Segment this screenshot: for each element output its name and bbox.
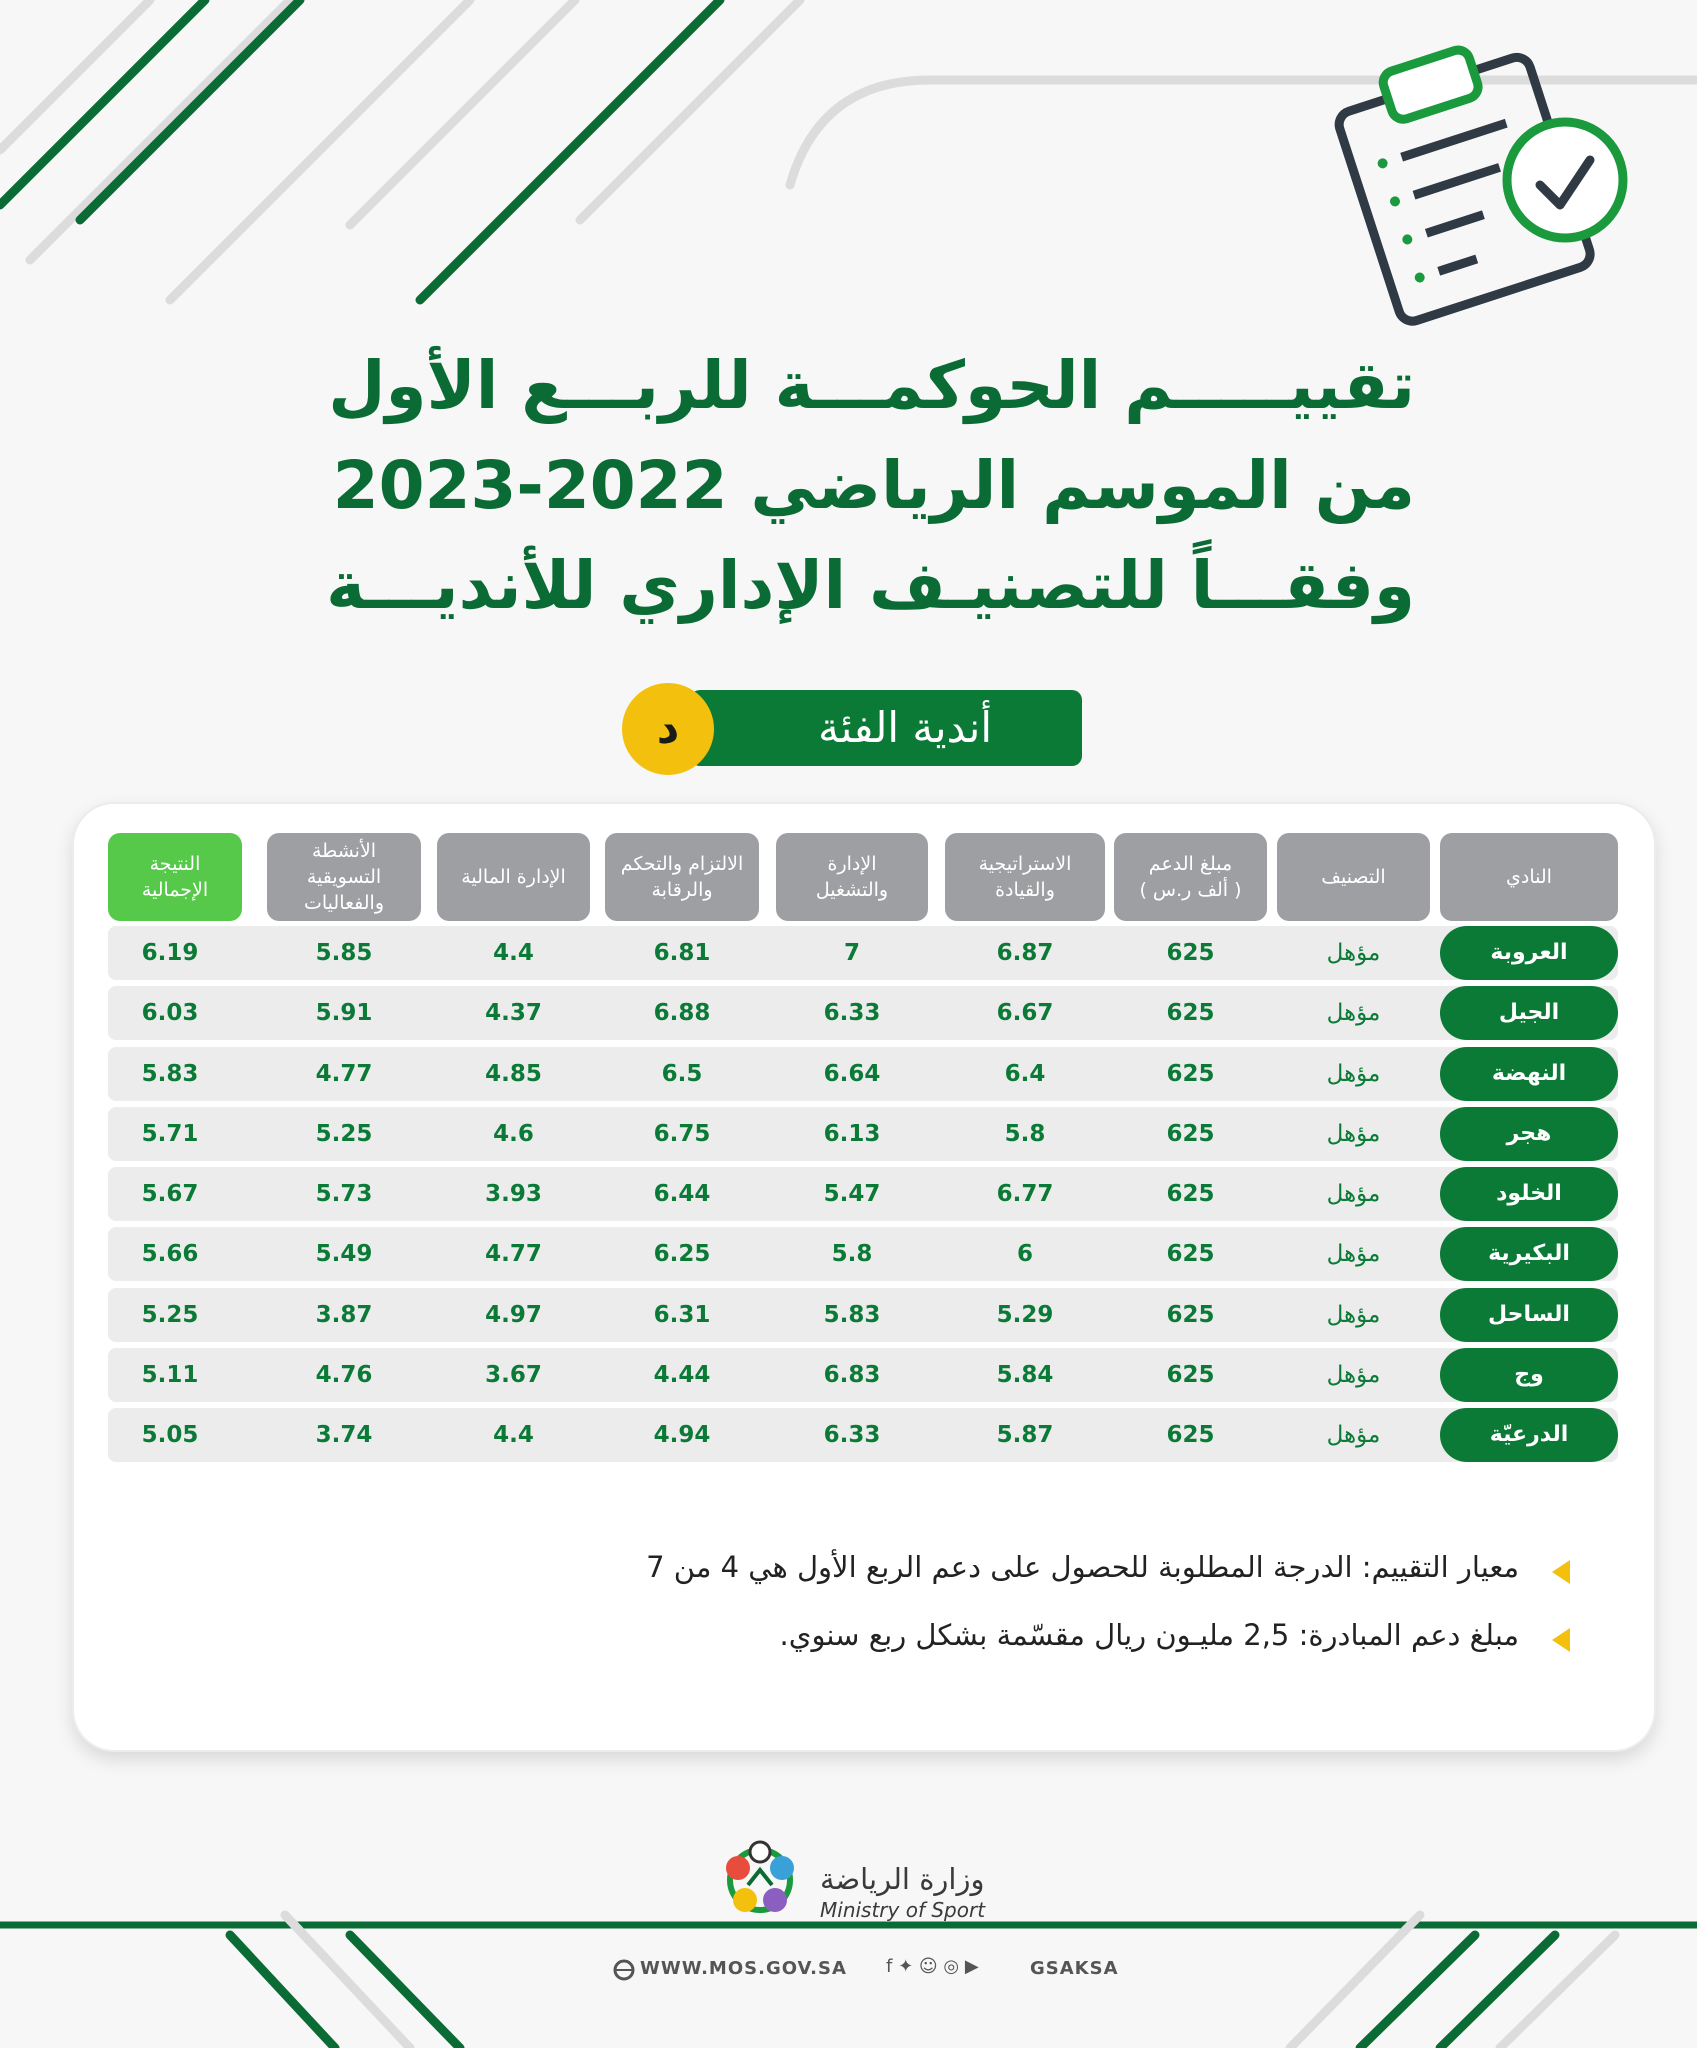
support-cell: 625 — [1166, 1302, 1215, 1328]
header-classification: التصنيف — [1277, 833, 1430, 921]
header-marketing: الأنشطة التسويقية والفعاليات — [267, 833, 421, 921]
marketing-cell: 5.73 — [315, 1181, 373, 1207]
total-cell: 5.67 — [141, 1181, 199, 1207]
social-handle[interactable]: GSAKSA — [1030, 1958, 1119, 1979]
marketing-cell: 3.87 — [315, 1302, 373, 1328]
total-cell: 5.71 — [141, 1121, 199, 1147]
twitter-icon[interactable]: ✦ — [898, 1956, 914, 1977]
club-name: البكيرية — [1440, 1227, 1618, 1281]
snapchat-icon[interactable]: ☺ — [918, 1956, 938, 1977]
note-support: مبلغ دعم المبادرة: 2,5 مليـون ريال مقسّمة بشكل ربع سنوي. — [779, 1618, 1519, 1652]
classification-cell: مؤهل — [1326, 1241, 1381, 1267]
header-support: مبلغ الدعم ( ألف ر.س ) — [1114, 833, 1267, 921]
compliance-cell: 6.44 — [653, 1181, 711, 1207]
total-cell: 5.11 — [141, 1362, 199, 1388]
ministry-logo-icon — [726, 1842, 794, 1912]
club-name: الجيل — [1440, 986, 1618, 1040]
header-total: النتيجة الإجمالية — [108, 833, 242, 921]
category-label: أندية الفئة — [818, 703, 992, 752]
club-name: هجر — [1440, 1107, 1618, 1161]
marketing-cell: 4.76 — [315, 1362, 373, 1388]
compliance-cell: 6.5 — [661, 1061, 703, 1087]
operations-cell: 5.47 — [823, 1181, 881, 1207]
club-name: الخلود — [1440, 1167, 1618, 1221]
classification-cell: مؤهل — [1326, 940, 1381, 966]
marketing-cell: 4.77 — [315, 1061, 373, 1087]
club-name: الدرعيّة — [1440, 1408, 1618, 1462]
ministry-name-en: Ministry of Sport — [820, 1898, 986, 1922]
youtube-icon[interactable]: ▶ — [964, 1956, 979, 1977]
note-criteria: معيار التقييم: الدرجة المطلوبة للحصول على دعم الربع الأول هي 4 من 7 — [646, 1550, 1519, 1584]
instagram-icon[interactable]: ◎ — [943, 1956, 960, 1977]
financial-cell: 4.85 — [485, 1061, 542, 1087]
compliance-cell: 6.31 — [653, 1302, 711, 1328]
club-name: الساحل — [1440, 1288, 1618, 1342]
classification-cell: مؤهل — [1326, 1422, 1381, 1448]
header-strategy: الاستراتيجية والقيادة — [945, 833, 1105, 921]
total-cell: 5.66 — [141, 1241, 199, 1267]
marketing-cell: 3.74 — [315, 1422, 373, 1448]
financial-cell: 4.4 — [493, 940, 534, 966]
title-line-3: وفقـــاً للتصنيـف الإداري للأنديـــة — [326, 547, 1415, 624]
strategy-cell: 5.87 — [996, 1422, 1054, 1448]
financial-cell: 4.97 — [485, 1302, 542, 1328]
compliance-cell: 6.88 — [653, 1000, 711, 1026]
website-link[interactable]: WWW.MOS.GOV.SA — [640, 1958, 847, 1979]
club-name: العروبة — [1440, 926, 1618, 980]
facebook-icon[interactable]: f — [886, 1956, 893, 1977]
category-banner — [690, 690, 1082, 766]
support-cell: 625 — [1166, 1422, 1215, 1448]
operations-cell: 6.64 — [823, 1061, 881, 1087]
total-cell: 6.19 — [141, 940, 199, 966]
header-operations: الإدارة والتشغيل — [776, 833, 928, 921]
page-title — [215, 336, 1415, 636]
operations-cell: 6.33 — [823, 1422, 881, 1448]
strategy-cell: 6.4 — [1004, 1061, 1046, 1087]
bullet-arrow-icon — [1552, 1628, 1570, 1652]
strategy-cell: 6.67 — [996, 1000, 1054, 1026]
classification-cell: مؤهل — [1326, 1000, 1381, 1026]
operations-cell: 6.13 — [823, 1121, 881, 1147]
support-cell: 625 — [1166, 940, 1215, 966]
operations-cell: 5.83 — [823, 1302, 881, 1328]
compliance-cell: 6.75 — [653, 1121, 711, 1147]
category-letter-badge: د — [622, 683, 714, 775]
strategy-cell: 5.8 — [1004, 1121, 1046, 1147]
marketing-cell: 5.25 — [315, 1121, 373, 1147]
support-cell: 625 — [1166, 1000, 1215, 1026]
support-cell: 625 — [1166, 1241, 1215, 1267]
header-club: النادي — [1440, 833, 1618, 921]
header-compliance: الالتزام والتحكم والرقابة — [605, 833, 759, 921]
classification-cell: مؤهل — [1326, 1362, 1381, 1388]
strategy-cell: 5.29 — [996, 1302, 1054, 1328]
strategy-cell: 6.87 — [996, 940, 1054, 966]
clipboard-check-icon — [1328, 30, 1623, 325]
strategy-cell: 5.84 — [996, 1362, 1054, 1388]
compliance-cell: 4.94 — [653, 1422, 711, 1448]
classification-cell: مؤهل — [1326, 1121, 1381, 1147]
support-cell: 625 — [1166, 1061, 1215, 1087]
club-name: وج — [1440, 1348, 1618, 1402]
strategy-cell: 6 — [1016, 1241, 1033, 1267]
financial-cell: 4.6 — [493, 1121, 534, 1147]
total-cell: 5.25 — [141, 1302, 199, 1328]
financial-cell: 4.4 — [493, 1422, 534, 1448]
financial-cell: 3.93 — [485, 1181, 542, 1207]
operations-cell: 5.8 — [831, 1241, 873, 1267]
financial-cell: 4.37 — [485, 1000, 542, 1026]
financial-cell: 3.67 — [485, 1362, 542, 1388]
marketing-cell: 5.85 — [315, 940, 373, 966]
club-name: النهضة — [1440, 1047, 1618, 1101]
title-line-1: تقييـــــم الحوكمـــة للربـــع الأول — [328, 347, 1415, 424]
total-cell: 6.03 — [141, 1000, 199, 1026]
operations-cell: 6.83 — [823, 1362, 881, 1388]
total-cell: 5.83 — [141, 1061, 199, 1087]
operations-cell: 6.33 — [823, 1000, 881, 1026]
support-cell: 625 — [1166, 1181, 1215, 1207]
financial-cell: 4.77 — [485, 1241, 542, 1267]
bullet-arrow-icon — [1552, 1560, 1570, 1584]
operations-cell: 7 — [843, 940, 860, 966]
classification-cell: مؤهل — [1326, 1061, 1381, 1087]
compliance-cell: 6.25 — [653, 1241, 711, 1267]
title-line-2: من الموسم الرياضي 2022-2023 — [332, 447, 1415, 524]
strategy-cell: 6.77 — [996, 1181, 1054, 1207]
marketing-cell: 5.91 — [315, 1000, 373, 1026]
support-cell: 625 — [1166, 1121, 1215, 1147]
header-financial: الإدارة المالية — [437, 833, 590, 921]
marketing-cell: 5.49 — [315, 1241, 373, 1267]
total-cell: 5.05 — [141, 1422, 199, 1448]
classification-cell: مؤهل — [1326, 1302, 1381, 1328]
support-cell: 625 — [1166, 1362, 1215, 1388]
social-icons — [886, 1956, 979, 1977]
globe-icon — [615, 1961, 633, 1979]
ministry-name-ar: وزارة الرياضة — [820, 1862, 985, 1896]
compliance-cell: 4.44 — [653, 1362, 711, 1388]
compliance-cell: 6.81 — [653, 940, 711, 966]
classification-cell: مؤهل — [1326, 1181, 1381, 1207]
